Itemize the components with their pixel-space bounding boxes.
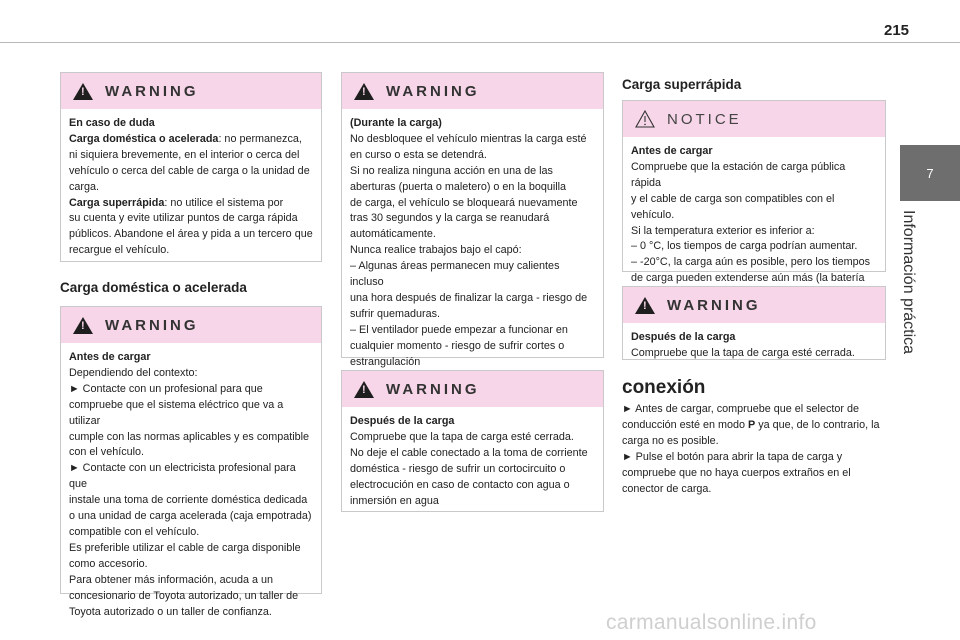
text-line: – Algunas áreas permanecen muy calientes incluso xyxy=(350,260,560,289)
text-line: compruebe que el sistema eléctrico que va a utilizar xyxy=(69,398,284,427)
warning-icon xyxy=(73,317,93,334)
text-line: ► Contacte con un electricista profesional para que xyxy=(69,462,296,491)
warning-box-despues-de-la-carga-col3 xyxy=(622,286,886,360)
text-line: compruebe que no haya cuerpos extraños en el xyxy=(622,466,851,479)
text-line: Carga doméstica o acelerada: no permanezca, xyxy=(69,132,302,145)
warning-body xyxy=(61,109,321,259)
text-line: una hora después de finalizar la carga - riesgo de xyxy=(350,291,588,304)
text-line: Compruebe que la estación de carga pública rápida xyxy=(631,160,846,189)
warning-icon xyxy=(635,297,655,314)
warning-title: WARNING xyxy=(386,380,480,398)
header-rule xyxy=(0,42,960,43)
conexion-text xyxy=(622,402,886,497)
notice-box xyxy=(622,100,886,285)
warning-header xyxy=(342,371,603,407)
notice-header xyxy=(623,101,885,137)
chapter-number: 7 xyxy=(926,165,934,181)
text-line: inmersión en agua xyxy=(350,494,439,507)
text-line: Antes de cargar xyxy=(69,351,151,363)
warning-body xyxy=(342,407,603,509)
text-line: Toyota autorizado o un taller de confianza. xyxy=(69,605,272,618)
text-line: automáticamente. xyxy=(350,228,436,241)
warning-body xyxy=(623,323,885,362)
text-line: Para obtener más información, acuda a un xyxy=(69,573,274,586)
text-line: Dependiendo del contexto: xyxy=(69,366,198,379)
warning-box-durante-la-carga xyxy=(341,72,604,368)
text-line: su cuenta y evite utilizar puntos de carga rápida xyxy=(69,212,298,225)
text-line: Nunca realice trabajos bajo el capó: xyxy=(350,244,522,257)
text-line: (Durante la carga) xyxy=(350,117,442,129)
warning-title: WARNING xyxy=(667,296,761,314)
page-number: 215 xyxy=(884,22,910,39)
text-line: de carga pueden extenderse aún más (la batería xyxy=(631,272,865,285)
text-line: estrangulación xyxy=(350,355,421,368)
warning-header xyxy=(342,73,603,109)
warning-box-en-caso-de-duda xyxy=(60,72,322,262)
notice-icon xyxy=(635,110,655,128)
text-line: o una unidad de carga acelerada (caja empotrada) xyxy=(69,510,312,523)
warning-header xyxy=(623,287,885,323)
text-line: cumple con las normas aplicables y es compatible xyxy=(69,430,310,443)
text-line: y el cable de carga son compatibles con el vehículo. xyxy=(631,192,835,221)
text-line: concesionario de Toyota autorizado, un taller de xyxy=(69,589,299,602)
chapter-tab[interactable] xyxy=(900,145,960,201)
text-line: Después de la carga xyxy=(631,331,736,343)
section-heading-carga-superrapida: Carga superrápida xyxy=(622,77,742,92)
warning-box-antes-de-cargar xyxy=(60,306,322,618)
text-line: de carga, el vehículo se bloqueará nuevamente xyxy=(350,196,578,209)
warning-icon xyxy=(354,83,374,100)
warning-icon xyxy=(73,83,93,100)
warning-box-despues-de-la-carga xyxy=(341,370,604,512)
warning-title: WARNING xyxy=(105,82,199,100)
warning-body xyxy=(61,343,321,620)
text-line: ► Pulse el botón para abrir la tapa de carga y xyxy=(622,450,843,463)
text-line: en curso o esta se detendrá. xyxy=(350,148,487,161)
warning-header xyxy=(61,73,321,109)
text-line: públicos. Abandone el área y pida a un tercero que xyxy=(69,228,313,241)
text-line: Carga superrápida: no utilice el sistema por xyxy=(69,196,284,209)
notice-body xyxy=(623,137,885,303)
text-line: carga. xyxy=(69,180,100,193)
text-line: sufrir quemaduras. xyxy=(350,307,441,320)
text-line: ► Contacte con un profesional para que xyxy=(69,382,263,395)
chapter-label xyxy=(890,210,926,355)
text-line: conector de carga. xyxy=(622,482,712,495)
text-line: aberturas (puerta o maletero) o en la boquilla xyxy=(350,180,567,193)
text-line: En caso de duda xyxy=(69,117,155,129)
text-line: doméstica - riesgo de sufrir un cortocircuito o xyxy=(350,462,566,475)
text-line: Compruebe que la tapa de carga esté cerrada. xyxy=(350,430,574,443)
text-line: Después de la carga xyxy=(350,415,455,427)
text-line: instale una toma de corriente doméstica dedicada xyxy=(69,494,308,507)
warning-header xyxy=(61,307,321,343)
warning-body xyxy=(342,109,603,371)
text-line: ni siquiera brevemente, en el interior o cerca del xyxy=(69,148,300,161)
text-line: cualquier momento - riesgo de sufrir cortes o xyxy=(350,339,565,352)
text-line: con el vehículo. xyxy=(69,446,145,459)
text-line: Si no realiza ninguna acción en una de las xyxy=(350,164,553,177)
text-line: tras 30 segundos y la carga se reanudará xyxy=(350,212,550,225)
section-heading-conexion: conexión xyxy=(622,377,706,398)
text-line: Si la temperatura exterior es inferior a: xyxy=(631,224,815,237)
text-line: No deje el cable conectado a la toma de corriente xyxy=(350,446,588,459)
warning-title: WARNING xyxy=(105,316,199,334)
watermark: carmanualsonline.info xyxy=(606,611,817,634)
warning-icon xyxy=(354,381,374,398)
chapter-title: Información práctica xyxy=(900,210,917,355)
text-line: recargue el vehículo. xyxy=(69,244,170,257)
text-line: No desbloquee el vehículo mientras la carga esté xyxy=(350,132,587,145)
text-line: – -20°C, la carga aún es posible, pero los tiempos xyxy=(631,256,870,269)
text-line: ► Antes de cargar, compruebe que el selector de xyxy=(622,403,859,415)
text-line: compatible con el vehículo. xyxy=(69,525,200,538)
section-heading-carga-domestica: Carga doméstica o acelerada xyxy=(60,280,247,295)
text-line: como accesorio. xyxy=(69,557,148,570)
text-line: Compruebe que la tapa de carga esté cerrada. xyxy=(631,346,855,359)
text-line: conducción esté en modo P ya que, de lo contrario, la xyxy=(622,418,880,431)
warning-title: WARNING xyxy=(386,82,480,100)
text-line: electrocución en caso de contacto con agua o xyxy=(350,478,570,491)
text-line: – El ventilador puede empezar a funcionar en xyxy=(350,323,568,336)
text-line: Antes de cargar xyxy=(631,145,713,157)
text-line: – 0 °C, los tiempos de carga podrían aumentar. xyxy=(631,240,858,253)
notice-title: NOTICE xyxy=(667,110,742,128)
text-line: Es preferible utilizar el cable de carga disponible xyxy=(69,541,301,554)
text-line: vehículo o cerca del cable de carga o la unidad de xyxy=(69,164,310,177)
text-line: carga no es posible. xyxy=(622,434,719,447)
